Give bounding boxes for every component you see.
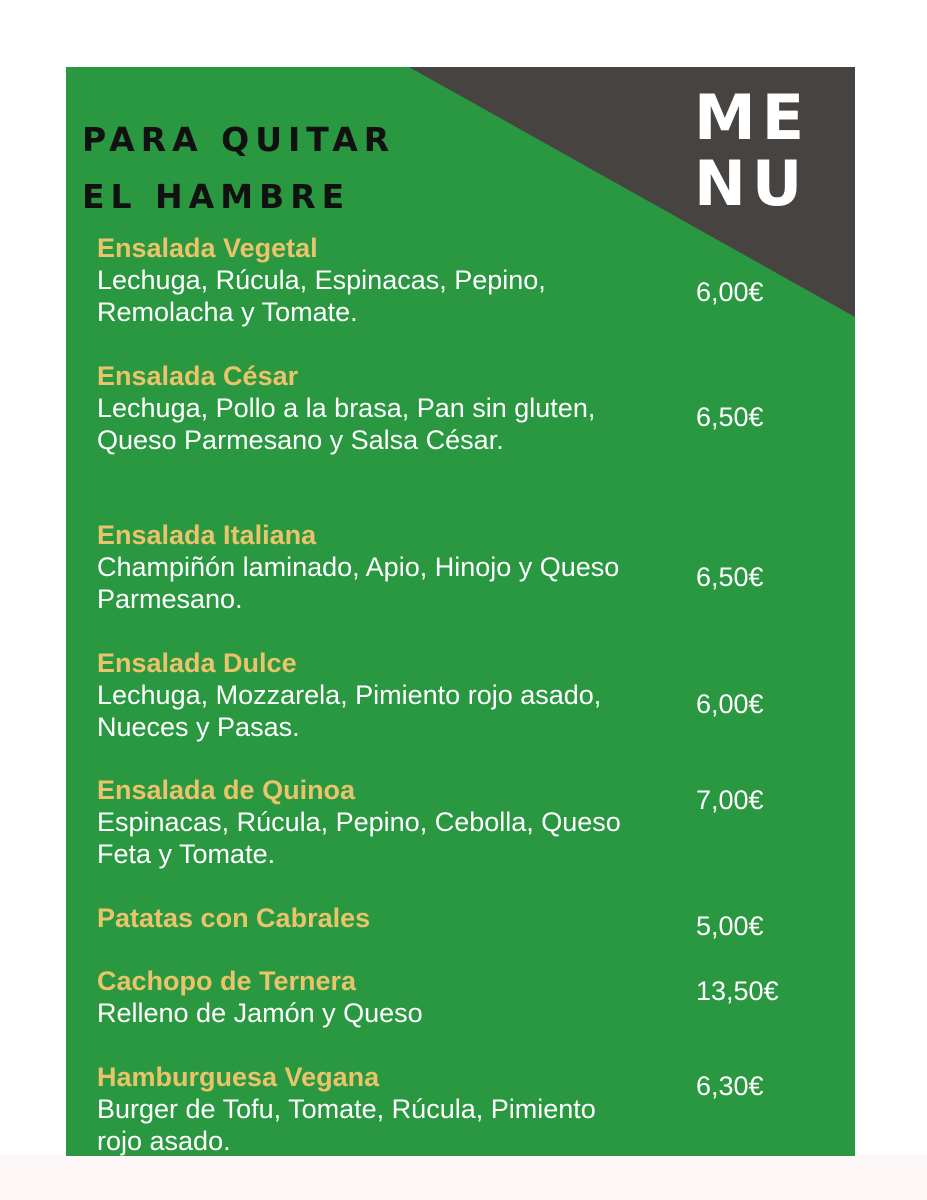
menu-heading-line-1: ME (694, 81, 811, 154)
menu-card (66, 67, 855, 1156)
section-title-line-2: EL HAMBRE (82, 177, 351, 216)
item-name: Ensalada de Quinoa (97, 775, 356, 805)
section-title-line-1: PARA QUITAR (82, 120, 396, 159)
bottom-strip (0, 1155, 927, 1200)
item-price: 6,50€ (696, 402, 764, 432)
item-name: Ensalada Italiana (97, 520, 317, 550)
item-price: 6,30€ (696, 1071, 764, 1101)
menu-item (97, 647, 617, 743)
menu-item (97, 774, 642, 870)
menu-item (97, 1061, 597, 1156)
section-title (82, 111, 522, 225)
item-name: Ensalada Dulce (97, 648, 297, 678)
item-price: 5,00€ (696, 911, 764, 941)
menu-item (97, 965, 657, 1029)
item-name: Hamburguesa Vegana (97, 1062, 380, 1092)
item-description: Lechuga, Rúcula, Espinacas, Pepino, Remolacha y Tomate. (97, 265, 546, 327)
item-description: Lechuga, Pollo a la brasa, Pan sin gluten, Queso Parmesano y Salsa César. (97, 393, 596, 455)
menu-item (97, 519, 637, 615)
menu-item (97, 232, 657, 328)
item-name: Ensalada César (97, 361, 299, 391)
item-price: 13,50€ (696, 976, 779, 1006)
item-description: Espinacas, Rúcula, Pepino, Cebolla, Queso Feta y Tomate. (97, 807, 621, 869)
menu-heading (694, 81, 811, 220)
item-description: Champiñón laminado, Apio, Hinojo y Queso Parmesano. (97, 552, 620, 614)
item-price: 6,00€ (696, 689, 764, 719)
item-description: Relleno de Jamón y Queso (97, 998, 423, 1028)
item-name: Cachopo de Ternera (97, 966, 357, 996)
item-description: Lechuga, Mozzarela, Pimiento rojo asado, Nueces y Pasas. (97, 680, 602, 742)
menu-item (97, 360, 597, 456)
item-description: Burger de Tofu, Tomate, Rúcula, Pimiento rojo asado. (97, 1094, 596, 1156)
item-price: 6,50€ (696, 562, 764, 592)
menu-heading-line-2: NU (694, 147, 809, 220)
item-price: 7,00€ (696, 785, 764, 815)
item-price: 6,00€ (696, 277, 764, 307)
item-name: Ensalada Vegetal (97, 233, 318, 263)
item-name: Patatas con Cabrales (97, 903, 371, 933)
menu-item (97, 902, 657, 934)
